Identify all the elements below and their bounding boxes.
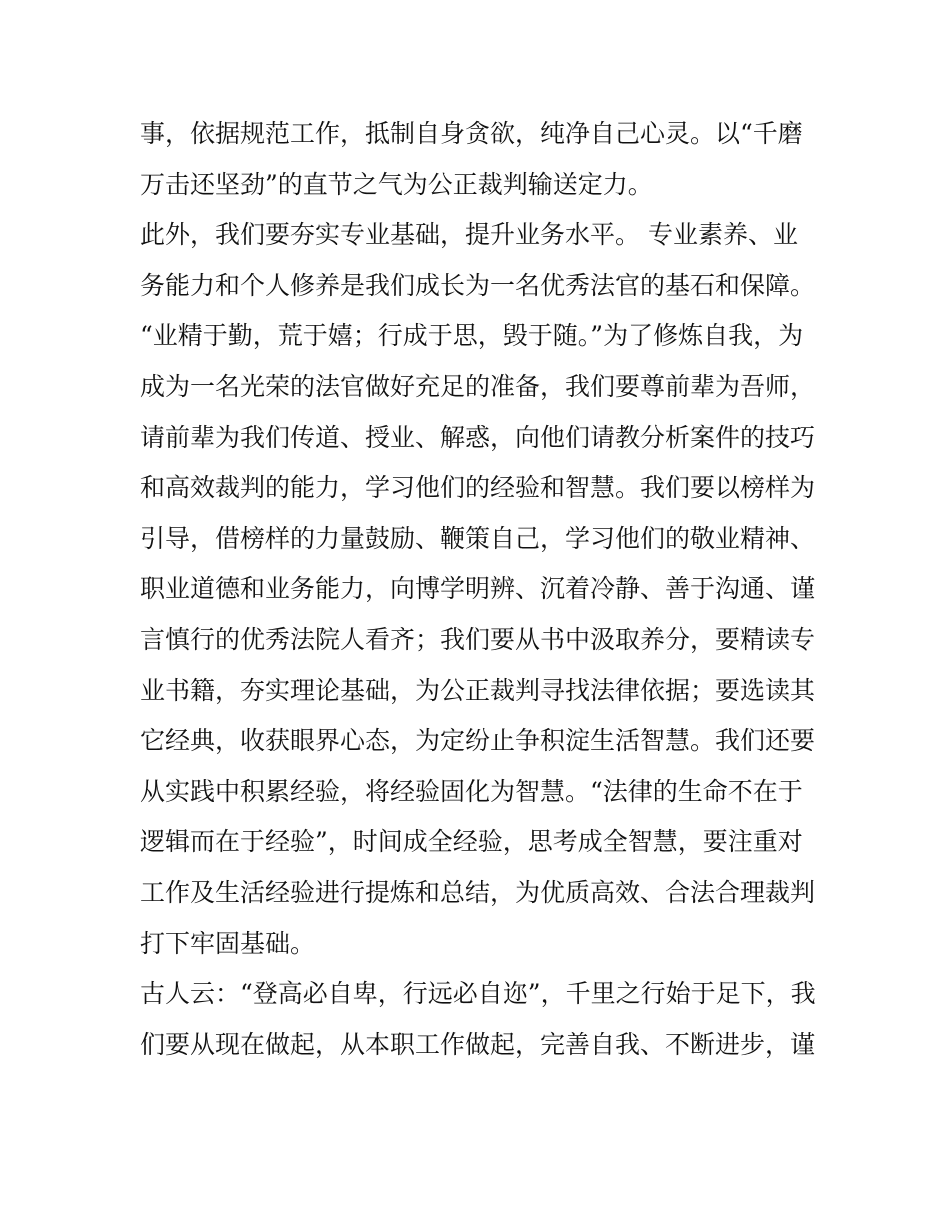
text-line: 万击还坚劲”的直节之气为公正裁判输送定力。 [140,169,653,199]
text-line: 工作及生活经验进行提炼和总结，为优质高效、合法合理裁判 [140,877,816,907]
text-line: 务能力和个人修养是我们成长为一名优秀法官的基石和保障。 [140,270,816,300]
body-text [140,109,820,1070]
text-line: 从实践中积累经验，将经验固化为智慧。“法律的生命不在于 [140,776,803,806]
text-line: 打下牢固基础。 [140,928,316,958]
text-line: 它经典，收获眼界心态，为定纷止争积淀生活智慧。我们还要 [140,726,816,756]
text-line: 逻辑而在于经验”，时间成全经验，思考成全智慧，要注重对 [140,827,803,857]
text-line: 和高效裁判的能力，学习他们的经验和智慧。我们要以榜样为 [140,473,816,503]
text-line: 此外，我们要夯实专业基础，提升业务水平。 专业素养、业 [140,220,798,250]
text-line: 言慎行的优秀法院人看齐；我们要从书中汲取养分，要精读专 [140,624,816,654]
text-line: “业精于勤，荒于嬉；行成于思，毁于随。”为了修炼自我，为 [140,321,804,351]
text-line: 请前辈为我们传道、授业、解惑，向他们请教分析案件的技巧 [140,422,816,452]
text-line: 业书籍，夯实理论基础，为公正裁判寻找法律依据；要选读其 [140,675,816,705]
text-line: 成为一名光荣的法官做好充足的准备，我们要尊前辈为吾师， [140,371,816,401]
text-line: 们要从现在做起，从本职工作做起，完善自我、不断进步，谨 [140,1029,816,1059]
text-line: 引导，借榜样的力量鼓励、鞭策自己，学习他们的敬业精神、 [140,523,816,553]
text-line: 古人云：“登高必自卑，行远必自迩”，千里之行始于足下，我 [140,979,816,1009]
text-line: 事，依据规范工作，抵制自身贪欲，纯净自己心灵。以“千磨 [140,119,803,148]
text-line: 职业道德和业务能力，向博学明辨、沉着冷静、善于沟通、谨 [140,574,816,604]
